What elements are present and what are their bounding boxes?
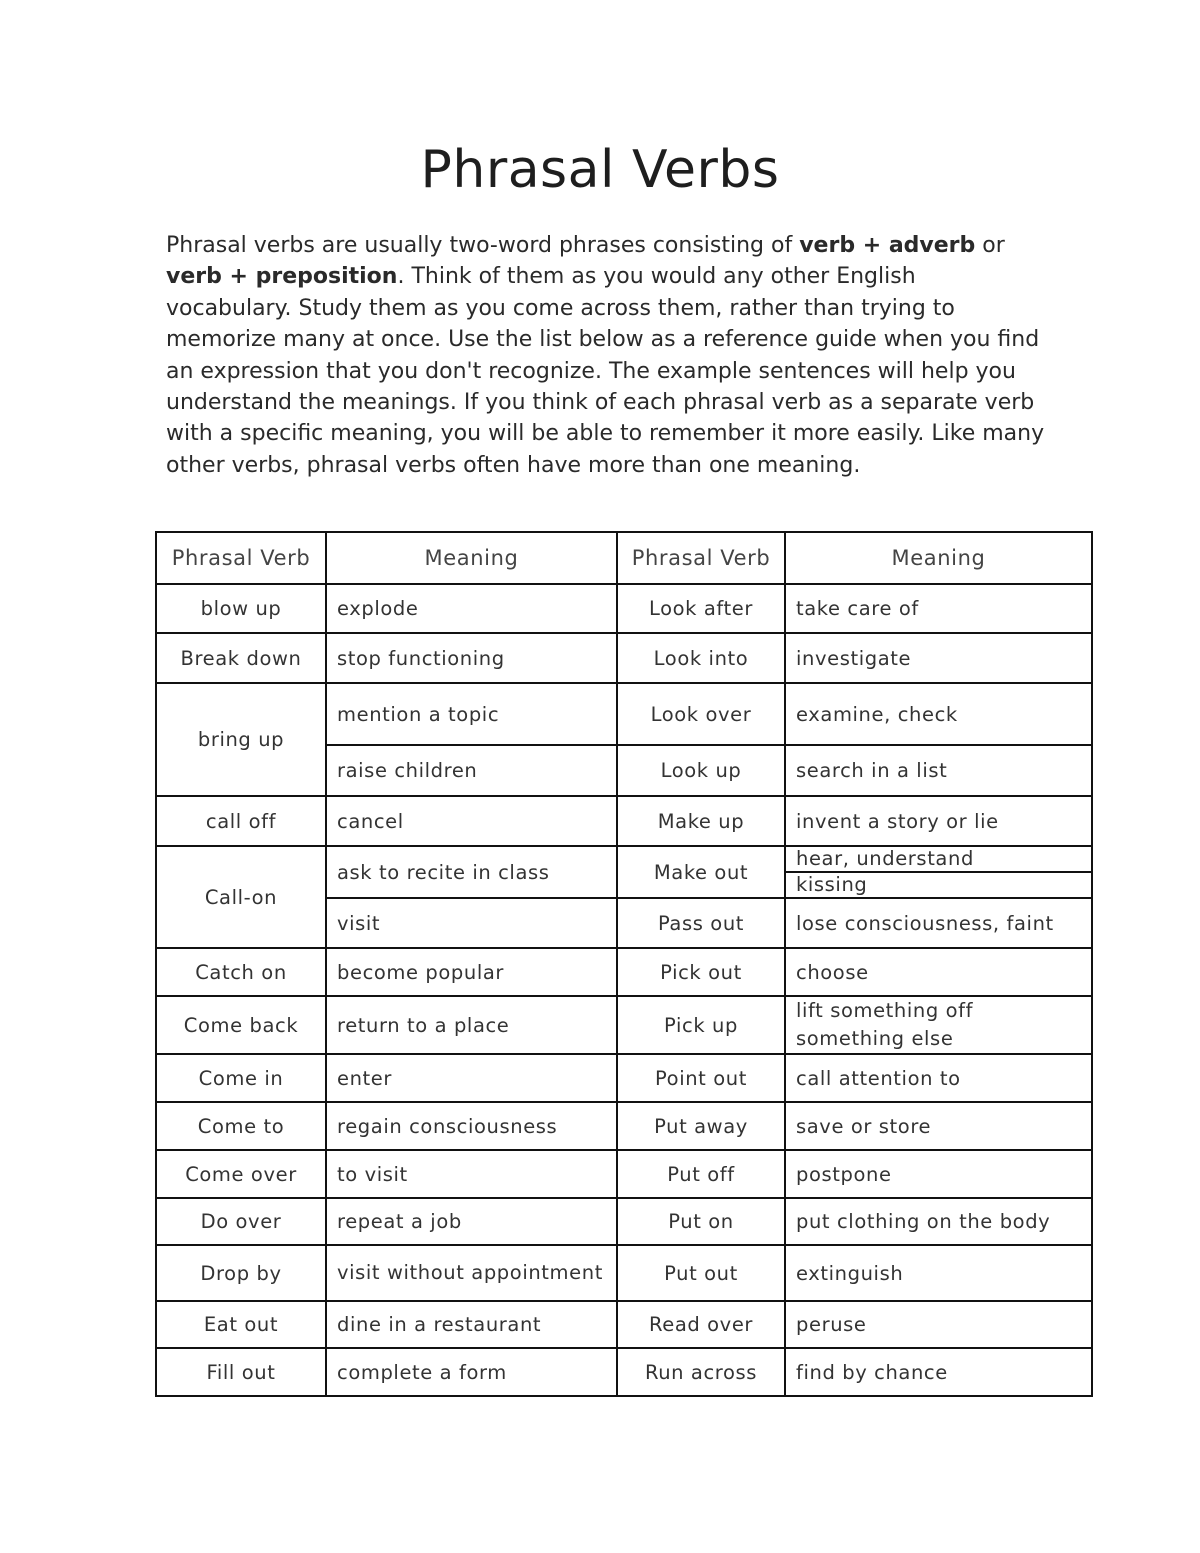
- table-row: [156, 1198, 1092, 1245]
- verb-cell: blow up: [156, 584, 326, 633]
- meaning-cell-split: [785, 846, 1092, 898]
- bold-term: verb + adverb: [799, 233, 976, 258]
- meaning-cell: return to a place: [326, 996, 617, 1054]
- meaning-cell: invent a story or lie: [785, 796, 1092, 846]
- verb-cell: Put out: [617, 1245, 785, 1301]
- verb-cell: Look into: [617, 633, 785, 683]
- verb-cell: Look up: [617, 745, 785, 796]
- table-row: [156, 796, 1092, 846]
- verb-cell: Pick out: [617, 948, 785, 996]
- meaning-cell: regain consciousness: [326, 1102, 617, 1150]
- column-header: Phrasal Verb: [617, 532, 785, 584]
- table-row: [156, 846, 1092, 898]
- verb-cell: Eat out: [156, 1301, 326, 1348]
- meaning-cell: take care of: [785, 584, 1092, 633]
- verb-cell: Read over: [617, 1301, 785, 1348]
- meaning-cell: extinguish: [785, 1245, 1092, 1301]
- meaning-cell: become popular: [326, 948, 617, 996]
- meaning-cell: dine in a restaurant: [326, 1301, 617, 1348]
- verb-cell: call off: [156, 796, 326, 846]
- table-row: [156, 1301, 1092, 1348]
- verb-cell: Come over: [156, 1150, 326, 1198]
- verb-cell: Call-on: [156, 846, 326, 948]
- meaning-line: hear, understand: [796, 847, 974, 870]
- meaning-cell: lose consciousness, faint: [785, 898, 1092, 948]
- intro-paragraph: Phrasal verbs are usually two-word phrases consisting of verb + adverb or verb + preposition. Think of them as you would any other English vocabulary. Study them as you come across them, rather than trying to memorize many at once. Use the list below as a reference guide when you find an expression that you don't recognize. The example sentences will help you understand the meanings. If you think of each phrasal verb as a separate verb with a specific meaning, you will be able to remember it more easily. Like many other verbs, phrasal verbs often have more than one meaning.: [166, 233, 1045, 478]
- meaning-cell: lift something off something else: [785, 996, 1092, 1054]
- verb-cell: Look over: [617, 683, 785, 745]
- meaning-cell: choose: [785, 948, 1092, 996]
- page-title: Phrasal Verbs: [420, 140, 780, 200]
- table-row: [156, 1102, 1092, 1150]
- meaning-cell: call attention to: [785, 1054, 1092, 1102]
- table-row: [156, 1348, 1092, 1396]
- table-row: [156, 633, 1092, 683]
- meaning-cell: complete a form: [326, 1348, 617, 1396]
- verb-cell: bring up: [156, 683, 326, 796]
- meaning-cell: mention a topic: [326, 683, 617, 745]
- bold-term: verb + preposition: [166, 264, 398, 290]
- meaning-cell: enter: [326, 1054, 617, 1102]
- meaning-cell: save or store: [785, 1102, 1092, 1150]
- verb-cell: Come in: [156, 1054, 326, 1102]
- verb-cell: Pass out: [617, 898, 785, 948]
- meaning-cell: to visit: [326, 1150, 617, 1198]
- meaning-cell: cancel: [326, 796, 617, 846]
- meaning-cell: find by chance: [785, 1348, 1092, 1396]
- verb-cell: Come to: [156, 1102, 326, 1150]
- verb-cell: Make up: [617, 796, 785, 846]
- verb-cell: Point out: [617, 1054, 785, 1102]
- table-row: [156, 996, 1092, 1054]
- verb-cell: Put away: [617, 1102, 785, 1150]
- table-row: [156, 1054, 1092, 1102]
- verb-cell: Catch on: [156, 948, 326, 996]
- table-row: [156, 584, 1092, 633]
- meaning-cell: stop functioning: [326, 633, 617, 683]
- meaning-line: kissing: [786, 871, 1091, 897]
- table-row: [156, 948, 1092, 996]
- verb-cell: Pick up: [617, 996, 785, 1054]
- meaning-cell: postpone: [785, 1150, 1092, 1198]
- verb-cell: Run across: [617, 1348, 785, 1396]
- verb-cell: Come back: [156, 996, 326, 1054]
- header-row: [156, 532, 1092, 584]
- verb-cell: Drop by: [156, 1245, 326, 1301]
- table-row: [156, 683, 1092, 745]
- verb-cell: Put off: [617, 1150, 785, 1198]
- meaning-cell: search in a list: [785, 745, 1092, 796]
- meaning-cell: visit: [326, 898, 617, 948]
- meaning-cell: investigate: [785, 633, 1092, 683]
- verb-cell: Look after: [617, 584, 785, 633]
- meaning-cell: put clothing on the body: [785, 1198, 1092, 1245]
- column-header: Meaning: [326, 532, 617, 584]
- meaning-cell: visit without appointment: [326, 1245, 617, 1301]
- meaning-cell: repeat a job: [326, 1198, 617, 1245]
- verb-cell: Break down: [156, 633, 326, 683]
- table-row: [156, 1245, 1092, 1301]
- verb-cell: Make out: [617, 846, 785, 898]
- meaning-cell: raise children: [326, 745, 617, 796]
- meaning-cell: peruse: [785, 1301, 1092, 1348]
- meaning-cell: explode: [326, 584, 617, 633]
- verb-cell: Fill out: [156, 1348, 326, 1396]
- table-row: [156, 1150, 1092, 1198]
- column-header: Meaning: [785, 532, 1092, 584]
- verb-cell: Put on: [617, 1198, 785, 1245]
- meaning-cell: ask to recite in class: [326, 846, 617, 898]
- meaning-cell: examine, check: [785, 683, 1092, 745]
- phrasal-verb-table: [155, 531, 1093, 1397]
- verb-cell: Do over: [156, 1198, 326, 1245]
- column-header: Phrasal Verb: [156, 532, 326, 584]
